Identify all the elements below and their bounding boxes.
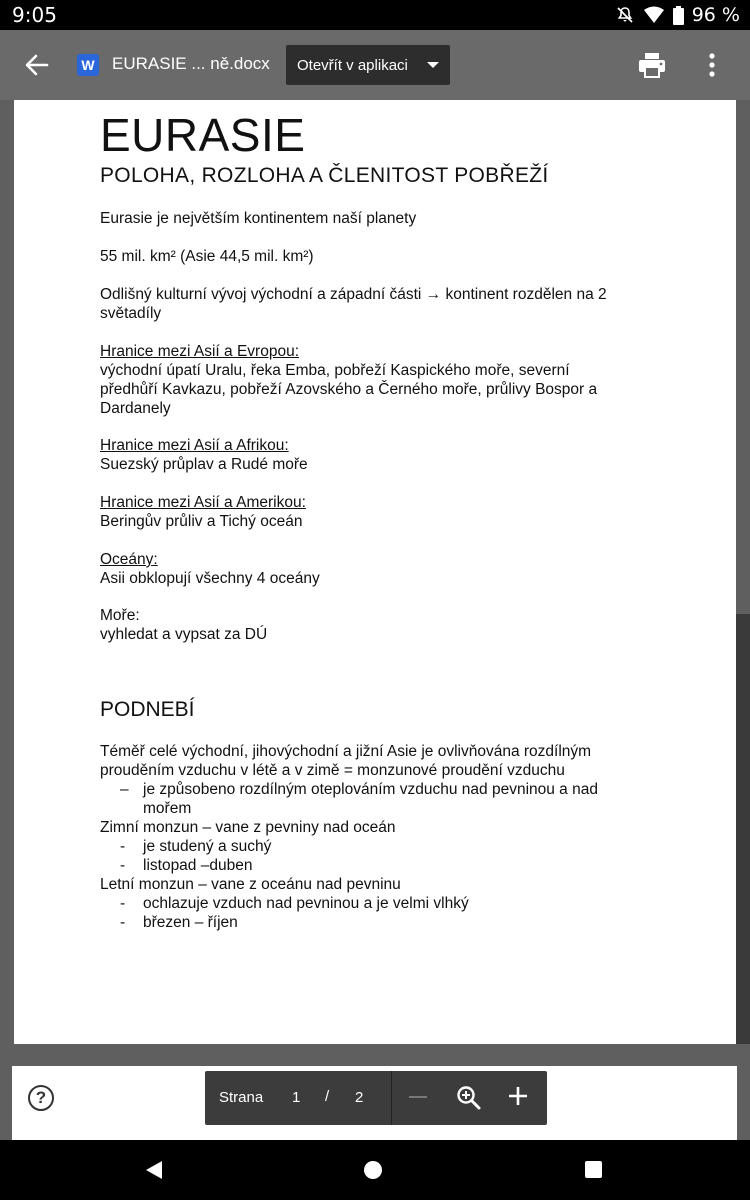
text-winter-monsoon: Zimní monzun – vane z pevniny nad oceán: [100, 819, 396, 836]
list-item-text: ochlazuje vzduch nad pevninou a je velmi vlhký: [143, 895, 469, 912]
text-climate-line1: Téměř celé východní, jihovýchodní a jižní Asie je ovlivňována rozdílným: [100, 743, 592, 760]
text-border-europe-line1: východní úpatí Uralu, řeka Emba, pobřeží Kaspického moře, severní: [100, 362, 570, 379]
heading-climate: PODNEBÍ: [100, 698, 195, 721]
zoom-magnifier-icon: [456, 1085, 482, 1111]
word-file-icon: W: [77, 54, 99, 76]
nav-back-button[interactable]: [145, 1160, 163, 1185]
paragraph-culture-line2: světadíly: [100, 305, 162, 322]
nav-home-button[interactable]: [364, 1161, 382, 1179]
nav-back-triangle-icon: [145, 1160, 163, 1180]
plus-icon: [507, 1085, 529, 1107]
list-item-text: je způsobeno rozdílným oteplováním vzduchu nad pevninou a nad: [143, 781, 598, 798]
list-dash: -: [120, 895, 126, 912]
back-button[interactable]: [20, 50, 54, 80]
viewer-background: [0, 1044, 750, 1066]
list-dash: -: [120, 914, 126, 931]
list-dash: -: [120, 857, 126, 874]
zoom-in-button[interactable]: [507, 1085, 529, 1107]
page-total: 2: [355, 1089, 364, 1106]
list-item-text: listopad –duben: [143, 857, 253, 874]
text-climate-line2: prouděním vzduchu v létě a v zimě = monzunové proudění vzduchu: [100, 762, 565, 779]
do-not-disturb-off-icon: [615, 5, 635, 25]
status-bar: [0, 0, 750, 30]
text-border-america: Beringův průliv a Tichý oceán: [100, 513, 303, 530]
document-subtitle: POLOHA, ROZLOHA A ČLENITOST POBŘEŽÍ: [100, 164, 549, 187]
more-vert-icon: [700, 50, 724, 80]
paragraph-intro: Eurasie je největším kontinentem naší planety: [100, 210, 417, 227]
dropdown-caret-icon: [427, 62, 439, 68]
status-time: 9:05: [12, 3, 57, 27]
navigation-bar: [0, 1140, 750, 1200]
text-border-europe-line2: předhůří Kavkazu, pobřeží Azovského a Černého moře, průlivy Bospor a: [100, 381, 598, 398]
more-options-button[interactable]: [700, 50, 724, 80]
open-in-app-label: Otevřít v aplikaci: [297, 56, 408, 74]
wifi-icon: [643, 6, 665, 24]
heading-border-africa: Hranice mezi Asií a Afrikou:: [100, 437, 289, 454]
arrow-back-icon: [25, 54, 49, 76]
help-button[interactable]: ?: [28, 1085, 54, 1111]
print-icon: [638, 52, 666, 78]
heading-border-america: Hranice mezi Asií a Amerikou:: [100, 494, 306, 511]
list-dash: -: [120, 838, 126, 855]
list-item-text: březen – říjen: [143, 914, 238, 931]
nav-recents-button[interactable]: [585, 1161, 602, 1178]
page-edge-shadow: [736, 614, 750, 1044]
divider: [391, 1071, 392, 1125]
list-dash: –: [120, 781, 129, 798]
text-border-europe-line3: Dardanely: [100, 400, 171, 417]
paragraph-area: 55 mil. km² (Asie 44,5 mil. km²): [100, 248, 314, 265]
document-title: EURASIE: [100, 109, 306, 161]
text-seas: vyhledat a vypsat za DÚ: [100, 626, 268, 643]
list-item-text: je studený a suchý: [143, 838, 272, 855]
zoom-button[interactable]: [456, 1085, 482, 1116]
bottom-toolbar: [12, 1066, 737, 1140]
page-navigation-pill: [205, 1071, 547, 1125]
heading-oceans: Oceány:: [100, 551, 158, 568]
status-icons: [615, 4, 740, 26]
heading-border-europe: Hranice mezi Asií a Evropou:: [100, 343, 300, 360]
text-border-africa: Suezský průplav a Rudé moře: [100, 456, 308, 473]
battery-level: 96 %: [691, 4, 740, 26]
paragraph-culture-line1: Odlišný kulturní vývoj východní a západní části → kontinent rozdělen na 2: [100, 286, 607, 303]
open-in-app-button[interactable]: [286, 45, 450, 85]
text-summer-monsoon: Letní monzun – vane z oceánu nad pevninu: [100, 876, 401, 893]
app-bar: [0, 30, 750, 100]
zoom-out-button[interactable]: [409, 1096, 427, 1098]
text-oceans: Asii obklopují všechny 4 oceány: [100, 570, 320, 587]
page-current[interactable]: 1: [292, 1089, 301, 1106]
list-item-text: mořem: [143, 800, 192, 817]
battery-icon: [673, 6, 684, 25]
heading-seas: Moře:: [100, 607, 140, 624]
document-file-name: EURASIE ... ně.docx: [112, 54, 270, 73]
page-label: Strana: [219, 1089, 264, 1106]
page-separator: /: [325, 1088, 330, 1105]
document-page[interactable]: [14, 100, 736, 1044]
print-button[interactable]: [638, 52, 666, 78]
